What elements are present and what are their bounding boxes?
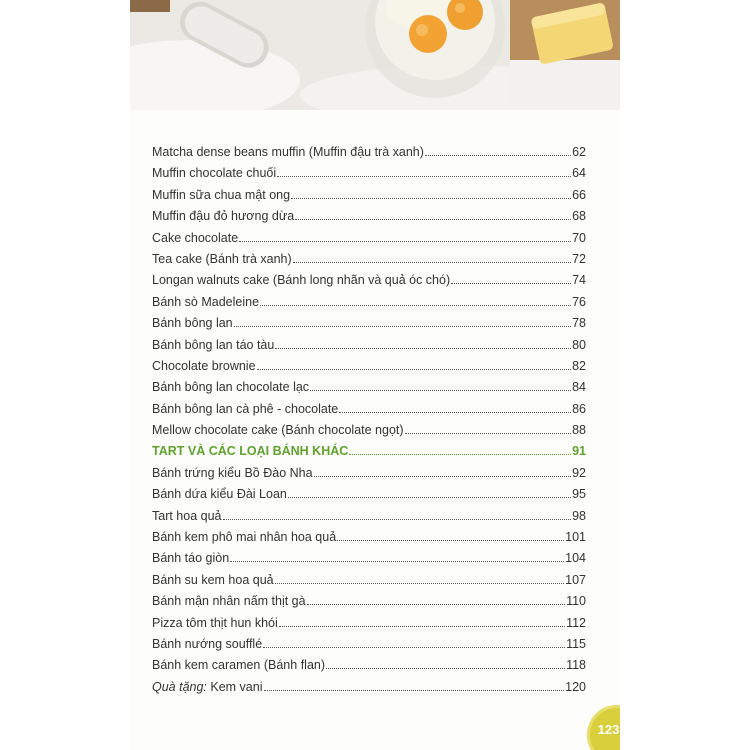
toc-entry bbox=[152, 142, 586, 163]
dot-leader bbox=[310, 389, 571, 391]
toc-entry-title: Muffin đậu đỏ hương dừa bbox=[152, 209, 295, 224]
toc-entry bbox=[152, 399, 586, 420]
toc-entry bbox=[152, 591, 586, 612]
toc-entry-title: Longan walnuts cake (Bánh long nhãn và quả óc chó) bbox=[152, 273, 451, 288]
toc-entry bbox=[152, 463, 586, 484]
page-number: 123 bbox=[597, 722, 620, 737]
toc-entry-page: 82 bbox=[572, 358, 586, 373]
toc-entry-title: Bánh bông lan cà phê - chocolate bbox=[152, 401, 339, 416]
dot-leader bbox=[275, 582, 565, 584]
toc-entry-page: 118 bbox=[566, 658, 586, 673]
toc-entry bbox=[152, 206, 586, 227]
dot-leader bbox=[223, 518, 572, 520]
toc-entry-title bbox=[152, 677, 263, 698]
toc-entry-page: 84 bbox=[572, 380, 586, 395]
toc-entry-title: Bánh sò Madeleine bbox=[152, 294, 260, 309]
toc-entry-page: 91 bbox=[572, 444, 586, 459]
toc-entry-page: 112 bbox=[566, 615, 586, 630]
dot-leader bbox=[337, 539, 564, 541]
header-photo bbox=[130, 0, 620, 110]
toc-entry-title: Cake chocolate bbox=[152, 230, 239, 245]
toc-entry-page: 115 bbox=[566, 636, 586, 651]
toc-entry-title: Bánh trứng kiểu Bồ Đào Nha bbox=[152, 465, 313, 480]
dot-leader bbox=[239, 240, 571, 242]
toc-entry-title: Bánh bông lan bbox=[152, 316, 233, 331]
toc-entry-page: 76 bbox=[572, 294, 586, 309]
gift-prefix: Quà tặng: bbox=[152, 679, 207, 694]
toc-entry bbox=[152, 292, 586, 313]
toc-section-heading bbox=[152, 441, 586, 462]
toc-entry-page: 80 bbox=[572, 337, 586, 352]
dot-leader bbox=[257, 368, 572, 370]
toc-entry-page: 95 bbox=[572, 487, 586, 502]
toc-entry-title: Bánh bông lan chocolate lạc bbox=[152, 380, 310, 395]
toc-entry-title: TART VÀ CÁC LOẠI BÁNH KHÁC bbox=[152, 444, 349, 459]
toc-entry bbox=[152, 570, 586, 591]
toc-entry bbox=[152, 270, 586, 291]
toc-entry-title: Mellow chocolate cake (Bánh chocolate ngọt) bbox=[152, 423, 404, 438]
toc-entry-gift bbox=[152, 677, 586, 698]
dot-leader bbox=[264, 689, 565, 691]
toc-entry-page: 101 bbox=[565, 530, 586, 545]
toc-entry-page: 74 bbox=[572, 273, 586, 288]
toc-entry-title: Muffin sữa chua mật ong bbox=[152, 187, 291, 202]
toc-entry bbox=[152, 420, 586, 441]
toc-entry-page: 92 bbox=[572, 465, 586, 480]
toc-entry-page: 78 bbox=[572, 316, 586, 331]
dot-leader bbox=[293, 261, 571, 263]
toc-entry bbox=[152, 163, 586, 184]
toc-entry bbox=[152, 655, 586, 676]
toc-entry-page: 68 bbox=[572, 209, 586, 224]
dot-leader bbox=[326, 667, 565, 669]
toc-entry bbox=[152, 613, 586, 634]
dot-leader bbox=[314, 475, 572, 477]
toc-entry bbox=[152, 634, 586, 655]
dot-leader bbox=[339, 411, 571, 413]
toc-entry-title: Chocolate brownie bbox=[152, 358, 256, 373]
dot-leader bbox=[451, 282, 571, 284]
toc-entry bbox=[152, 548, 586, 569]
toc-entry bbox=[152, 527, 586, 548]
toc-entry-page: 88 bbox=[572, 423, 586, 438]
toc-entry-title: Bánh dứa kiểu Đài Loan bbox=[152, 487, 287, 502]
dot-leader bbox=[260, 304, 571, 306]
dot-leader bbox=[234, 325, 571, 327]
toc-entry-page: 70 bbox=[572, 230, 586, 245]
toc-entry-title: Pizza tôm thịt hun khói bbox=[152, 615, 278, 630]
toc-entry-title: Tea cake (Bánh trà xanh) bbox=[152, 251, 292, 266]
book-page bbox=[130, 0, 620, 750]
toc-entry bbox=[152, 506, 586, 527]
toc-entry-page: 72 bbox=[572, 251, 586, 266]
dot-leader bbox=[307, 603, 565, 605]
toc-entry-page: 110 bbox=[566, 594, 586, 609]
dot-leader bbox=[277, 175, 571, 177]
toc-entry bbox=[152, 313, 586, 334]
toc-entry-title: Bánh kem phô mai nhân hoa quả bbox=[152, 530, 337, 545]
dot-leader bbox=[288, 496, 571, 498]
toc-entry bbox=[152, 249, 586, 270]
toc-entry-title: Matcha dense beans muffin (Muffin đậu trà xanh) bbox=[152, 145, 424, 159]
toc-entry bbox=[152, 335, 586, 356]
dot-leader bbox=[291, 197, 571, 199]
toc-entry bbox=[152, 484, 586, 505]
gift-title: Kem vani bbox=[206, 679, 263, 694]
table-of-contents bbox=[152, 142, 586, 698]
toc-entry bbox=[152, 356, 586, 377]
toc-entry-page: 120 bbox=[565, 679, 586, 694]
toc-entry-title: Tart hoa quả bbox=[152, 508, 222, 523]
toc-entry-title: Bánh su kem hoa quả bbox=[152, 572, 274, 587]
baking-ingredients-image bbox=[130, 0, 620, 110]
toc-entry-page: 66 bbox=[572, 187, 586, 202]
toc-entry-title: Bánh bông lan táo tàu bbox=[152, 337, 275, 352]
toc-entry-page: 107 bbox=[565, 572, 586, 587]
toc-entry-title: Bánh mận nhân nấm thịt gà bbox=[152, 594, 306, 609]
toc-entry-page: 64 bbox=[572, 166, 586, 181]
toc-entry-title: Muffin chocolate chuối bbox=[152, 166, 277, 181]
toc-entry-page: 98 bbox=[572, 508, 586, 523]
toc-entry-title: Bánh táo giòn bbox=[152, 551, 230, 566]
toc-entry-title: Bánh nướng soufflé bbox=[152, 636, 263, 651]
toc-entry bbox=[152, 228, 586, 249]
toc-entry-title: Bánh kem caramen (Bánh flan) bbox=[152, 658, 326, 673]
toc-entry bbox=[152, 377, 586, 398]
dot-leader bbox=[295, 218, 571, 220]
toc-entry-page: 86 bbox=[572, 401, 586, 416]
dot-leader bbox=[263, 646, 565, 648]
dot-leader bbox=[425, 154, 571, 156]
toc-entry-page: 104 bbox=[565, 551, 586, 566]
toc-entry-page: 62 bbox=[572, 145, 586, 159]
dot-leader bbox=[230, 560, 564, 562]
toc-entry bbox=[152, 185, 586, 206]
dot-leader bbox=[275, 347, 571, 349]
page-number-badge bbox=[587, 705, 620, 750]
dot-leader bbox=[349, 453, 571, 455]
dot-leader bbox=[405, 432, 572, 434]
dot-leader bbox=[279, 625, 565, 627]
